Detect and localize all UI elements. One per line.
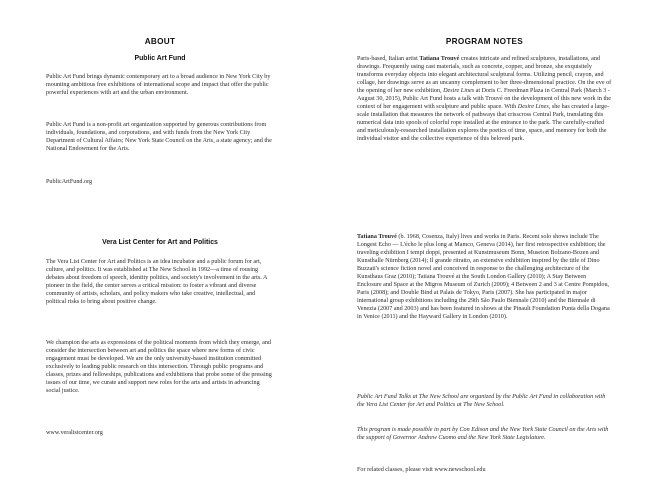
vera-list-paragraph-1: The Vera List Center for Art and Politics is an idea incubator and a public forum for art, culture, and politics. It was established at The New School in 1992—a time of rousing debates about freedom of speech, identity politics, and society's involvement in the arts. A pioneer in the field, the center serves a critical mission: to foster a vibrant and diverse community of artists, scholars, and policy makers who take creative, intellectual, and political risks to bring about positive change. (46, 259, 268, 306)
public-art-fund-paragraph-1: Public Art Fund brings dynamic contemporary art to a broad audience in New York City by mounting ambitious free exhibitions of international scope and impact that offer the public powerful experiences with art and the urban environment. (46, 74, 271, 97)
vera-list-center-title: Vera List Center for Art and Politics (102, 239, 218, 246)
exhibition-title: Desire Lines (443, 88, 475, 95)
public-art-fund-paragraph-2: Public Art Fund is a non-profit art organization supported by generous contributions from individuals, foundations, and corporations, and with funds from the New York City Department of Cultural Affairs; New York State Council on the Arts, a state agency; and the National Endowment for the Arts. (46, 122, 272, 153)
vera-list-url[interactable]: www.veralistcenter.org (46, 430, 103, 436)
public-art-fund-title: Public Art Fund (134, 55, 186, 62)
public-art-fund-url[interactable]: PublicArtFund.org (46, 179, 93, 185)
organizers-note: Public Art Fund Talks at The New School are organized by the Public Art Fund in collaboration with the Vera List Center for Art and Politics at The New School. (357, 394, 606, 409)
exhibition-title: Desire Lines (517, 104, 549, 111)
funding-note: This program is made possible in part by Con Edison and the New York State Council on the Arts with the support of Governor Andrew Cuomo and the New York State Legislature. (357, 427, 609, 442)
about-heading: ABOUT (144, 37, 176, 46)
vera-list-paragraph-2: We champion the arts as expressions of the political moments from which they emerge, and consider the intersection between art and politics the space where new forms of civic engagement must be developed. We are the only university-based institution committed exclusively to leading public research on this intersection. Through public programs and classes, prizes and fellowships, publications and exhibitions that probe some of the pressing issues of our time, we curate and support new roles for the arts and artists in advancing social justice. (46, 340, 272, 395)
program-notes-heading: PROGRAM NOTES (445, 37, 524, 46)
program-notes-paragraph-1: Paris-based, Italian artist Tatiana Trouvé creates intricate and refined sculptures, installations, and drawings. Frequently using cast materials, such as concrete, copper, and bronze, she exquisitely transforms everyday objects into elegant architectural sculptural forms. Utilizing pencil, crayon, and collage, her drawings serve as an uncanny complement to her three-dimensional practice. On the eve of the opening of her new exhibition, Desire Lines at Doris C. Freedman Plaza in Central Park (March 3 -August 30, 2015), Public Art Fund hosts a talk with Trouvé on the development of this new work in the context of her engagement with sculpture and public space. With Desire Lines, she has created a large-scale installation that measures the network of pathways that crisscross Central Park, translating this numerical data into spools of colorful rope installed at the entrance to the park. The carefully-crafted and meticulously-researched installation explores the poetics of time, space, and memory for both the individual visitor and the collective experience of this beloved park. (357, 56, 612, 143)
artist-name: Tatiana Trouvé (419, 56, 460, 62)
related-classes-link[interactable]: For related classes, please visit www.newschool.edu (357, 467, 486, 473)
artist-name-bio: Tatiana Trouvé (357, 234, 397, 240)
artist-bio-paragraph: Tatiana Trouvé (b. 1968, Cosenza, Italy) lives and works in Paris. Recent solo shows include The Longest Echo — L'écho le plus long at Mamco, Geneva (2014), her first retrospective exhibition; the traveling exhibition I tempi doppi, presented at Kunstmuseum Bonn, Museion Bolzano-Bozen and Kunsthalle Nürnberg (2014); Il grande ritratto, an extensive exhibition inspired by the title of Dino Buzzati's science fiction novel and conceived in response to the challenging architecture of the Kunsthaus Graz (2010); Tatiana Trouvé at the South London Gallery (2010); A Stay Between Enclosure and Space at the Migros Museum of Zurich (2009); 4 Between 2 and 3 at Centre Pompidou, Paris (2008); and Double Bind at Palais de Tokyo, Paris (2007). She has participated in major international group exhibitions including the 29th São Paulo Biennale (2010) and the Biennale di Venezia (2007 and 2003) and has been featured in shows at the Pinault Foundation Punta della Dogana in Venice (2011) and the Hayward Gallery in London (2010). (357, 234, 610, 321)
